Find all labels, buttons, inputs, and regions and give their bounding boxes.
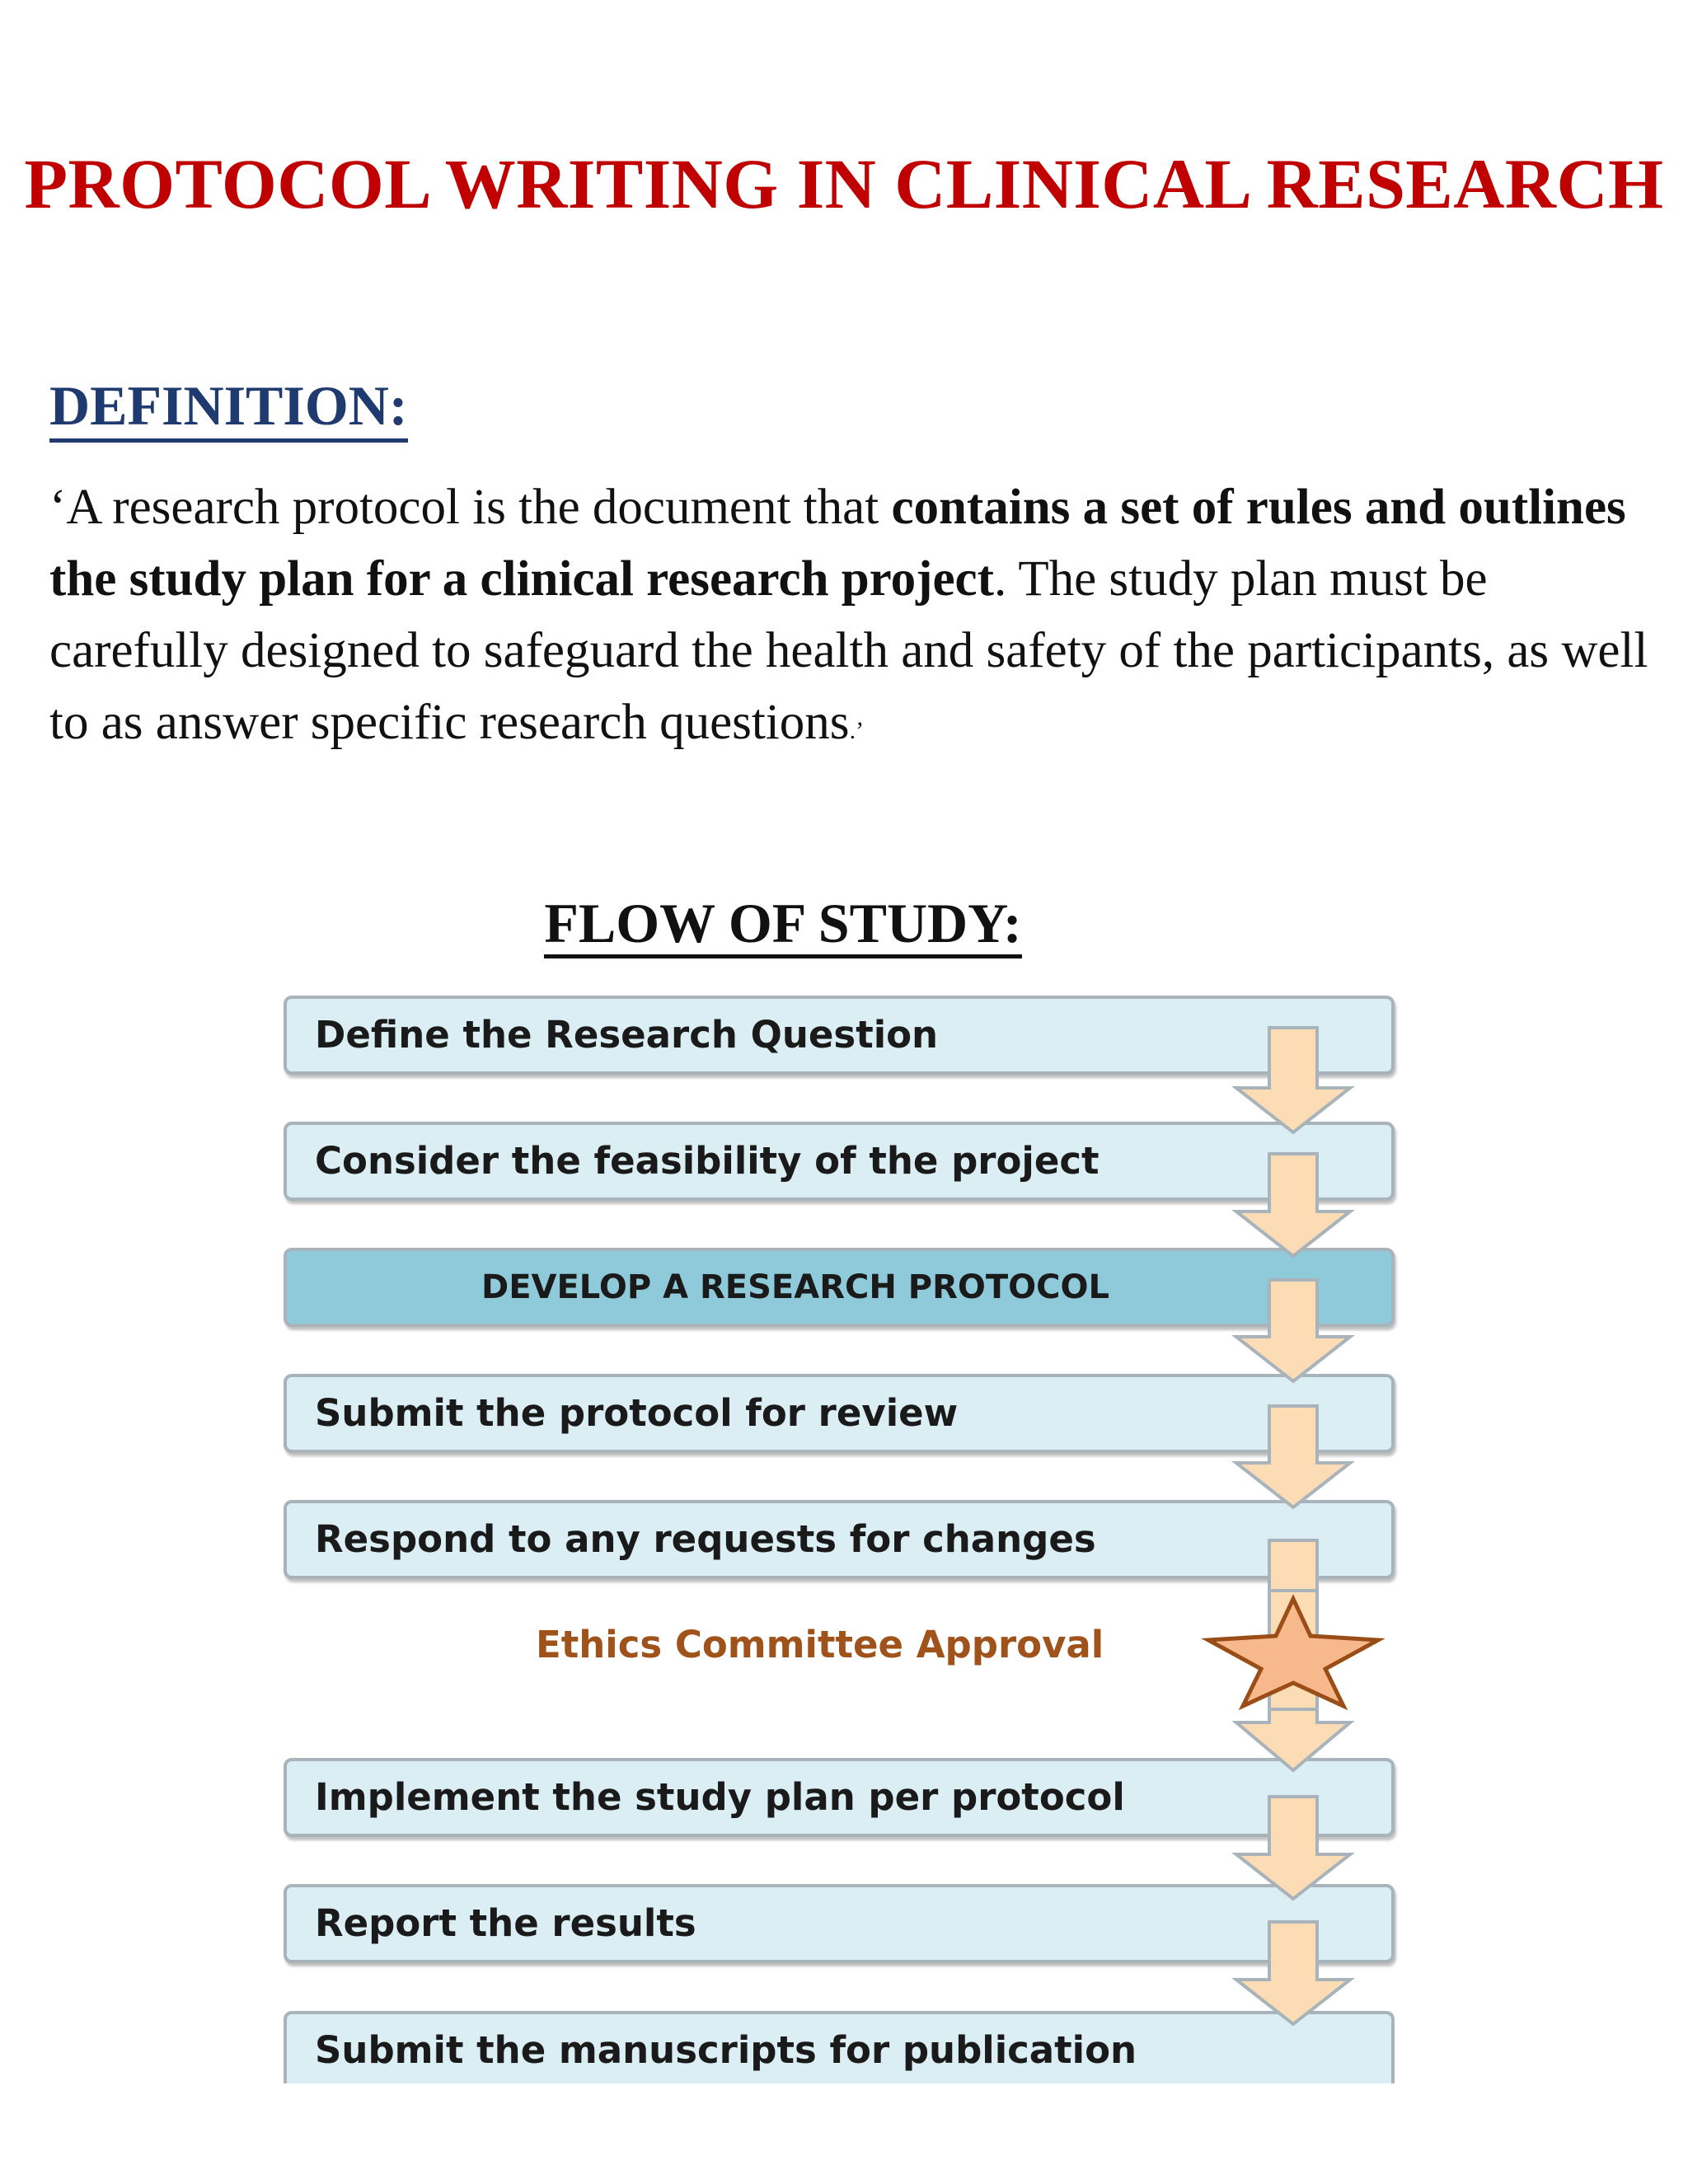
ethics-approval-label: Ethics Committee Approval [536, 1623, 1104, 1666]
definition-text-start: ‘A research protocol is the document that [49, 480, 892, 535]
flow-step-define-question: Define the Research Question [284, 996, 1395, 1075]
flow-step-report-results: Report the results [284, 1884, 1395, 1963]
definition-text-bold: contains a set of rules and outlines the study plan for a clinical research project [49, 480, 1626, 607]
definition-text-rest: . The study plan must be carefully designed to safeguard the health and safety of the participants, as well to as answer specific research questions [49, 551, 1648, 750]
flow-step-implement: Implement the study plan per protocol [284, 1758, 1395, 1837]
flow-step-develop-protocol: DEVELOP A RESEARCH PROTOCOL [284, 1248, 1395, 1327]
approval-star-icon [1208, 1599, 1378, 1706]
flow-step-submit-review: Submit the protocol for review [284, 1374, 1395, 1453]
flow-step-respond-changes: Respond to any requests for changes [284, 1500, 1395, 1579]
document-title: PROTOCOL WRITING IN CLINICAL RESEARCH [24, 144, 1664, 223]
flow-step-submit-manuscripts: Submit the manuscripts for publication [284, 2011, 1395, 2083]
flow-heading-text: FLOW OF STUDY: [544, 892, 1021, 958]
definition-text-end: .’ [849, 717, 865, 744]
flow-step-feasibility: Consider the feasibility of the project [284, 1122, 1395, 1201]
definition-heading: DEFINITION: [49, 373, 408, 443]
